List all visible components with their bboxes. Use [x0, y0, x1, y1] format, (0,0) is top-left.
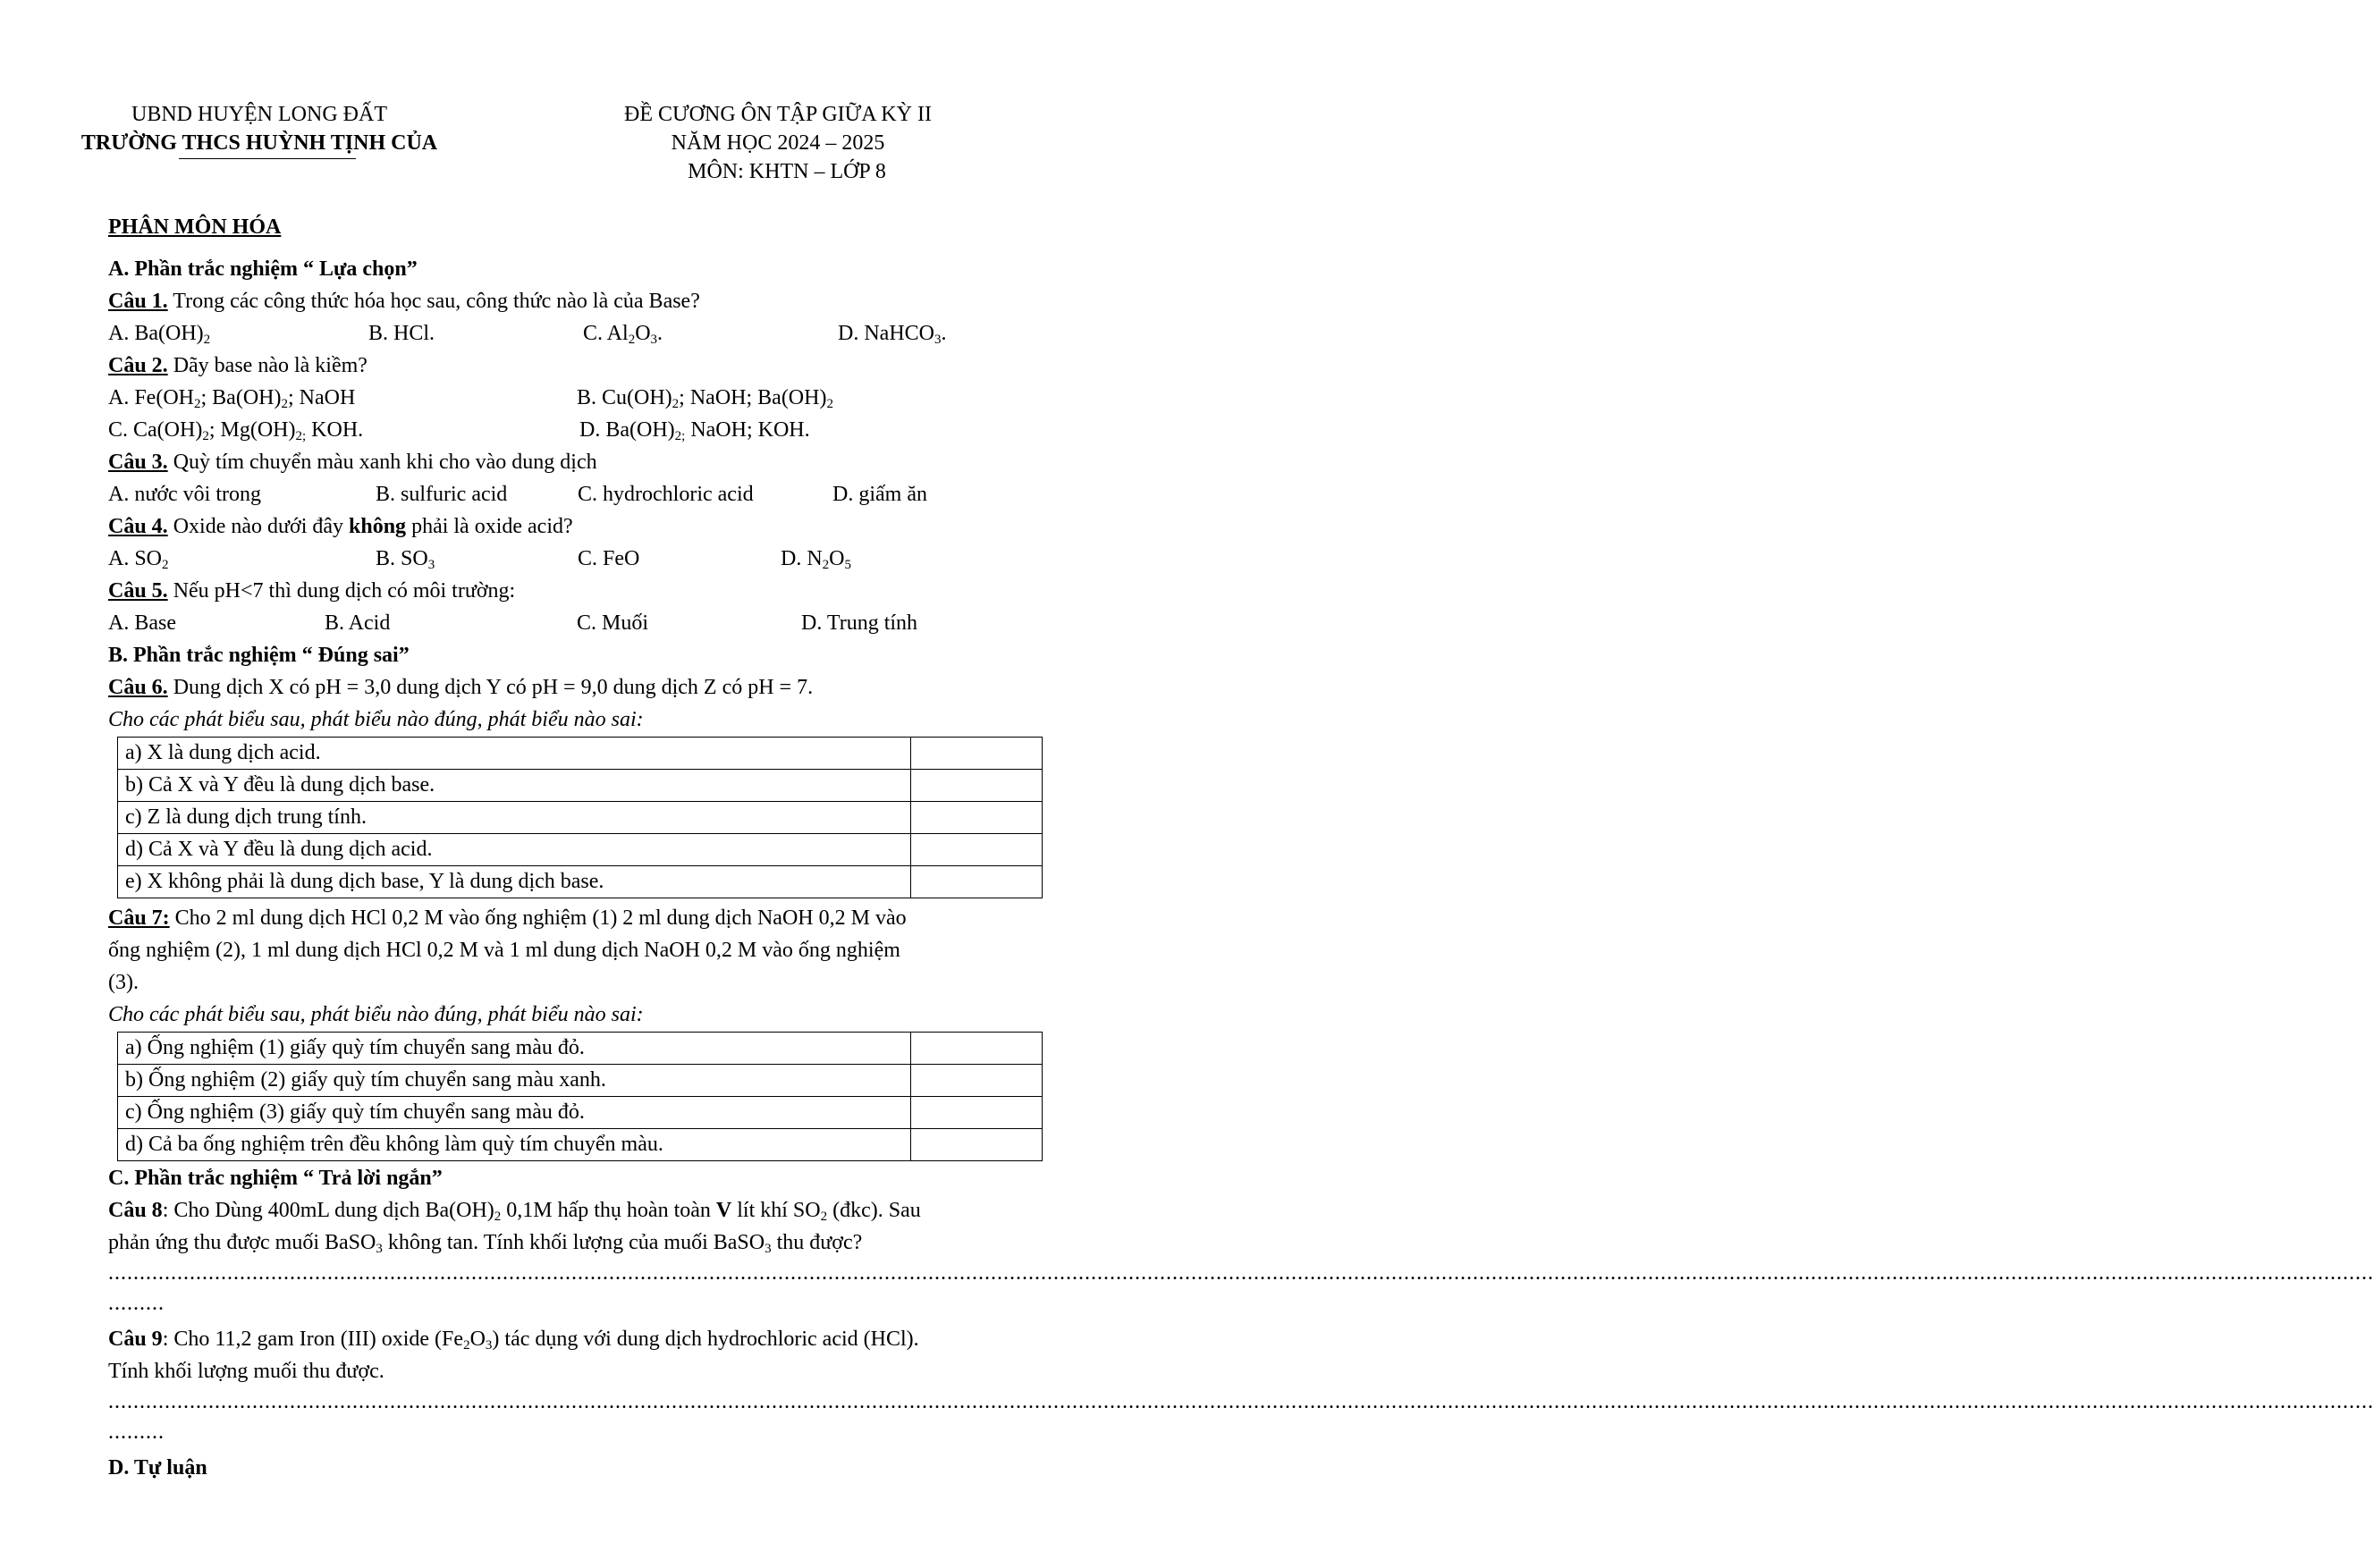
q7-instruction: Cho các phát biểu sau, phát biểu nào đúng, phát biểu nào sai:	[108, 1003, 644, 1026]
question-text-bold: không	[349, 515, 407, 538]
question-4	[108, 510, 573, 543]
q4-option-b: B. $SO_3$	[376, 547, 435, 572]
answer-cell[interactable]	[911, 1097, 1043, 1129]
q5-option-c: C. Muối	[577, 611, 649, 635]
header-left-line1: UBND HUYỆN LONG ĐẤT	[131, 103, 387, 126]
table-row	[118, 834, 1043, 866]
statement-cell: c) Ống nghiệm (3) giấy quỳ tím chuyển sang màu đỏ.	[118, 1097, 911, 1129]
q2-option-a: A. $Fe(OH_2$; $Ba(OH)_2$; NaOH	[108, 386, 356, 411]
part-c-heading: C. Phần trắc nghiệm “ Trả lời ngắn”	[108, 1167, 443, 1190]
q5-option-b: B. Acid	[325, 611, 391, 635]
answer-cell[interactable]	[911, 834, 1043, 866]
q3-option-b: B. sulfuric acid	[376, 483, 508, 506]
question-8: Câu 8: Cho Dùng 400mL dung dịch $Ba(OH)_2$ 0,1M hấp thụ hoàn toàn V lít khí $SO_2$ (đkc). Sau	[108, 1199, 921, 1224]
question-9: Câu 9: Cho 11,2 gam Iron (III) oxide $(Fe_2O_3)$ tác dụng với dung dịch hydrochloric acid (HCl).	[108, 1328, 919, 1353]
long-dots: ..........................................................................................................................................................................................................................................................................................................................................................................	[108, 1261, 2374, 1285]
table-row	[118, 1065, 1043, 1097]
q1-option-c: C. $Al_2O_3$.	[583, 322, 663, 347]
q5-option-a: A. Base	[108, 611, 176, 635]
question-7	[108, 902, 907, 934]
table-row	[118, 770, 1043, 802]
q4-option-d: D. $N_2O_5$	[781, 547, 852, 572]
question-label: Câu 4.	[108, 515, 168, 538]
q3-option-d: D. giấm ăn	[832, 483, 927, 506]
answer-cell[interactable]	[911, 1033, 1043, 1065]
table-row	[118, 866, 1043, 898]
question-text: Oxide nào dưới đây	[167, 515, 350, 538]
q6-instruction: Cho các phát biểu sau, phát biểu nào đúng, phát biểu nào sai:	[108, 708, 644, 731]
q8-answer-line[interactable]	[108, 1261, 2374, 1285]
q6-true-false-table	[117, 737, 1043, 898]
q9-answer-line[interactable]	[108, 1390, 2374, 1413]
q9-answer-line-2[interactable]: .........	[108, 1420, 165, 1444]
question-label: Câu 8	[108, 1199, 163, 1222]
part-d-heading: D. Tự luận	[108, 1456, 207, 1479]
table-row	[118, 1033, 1043, 1065]
table-row	[118, 738, 1043, 770]
question-text: Trong các công thức hóa học sau, công thức nào là của Base?	[167, 290, 700, 313]
header-right-line3: MÔN: KHTN – LỚP 8	[688, 160, 886, 183]
statement-cell: c) Z là dung dịch trung tính.	[118, 802, 911, 834]
q8-line2: phản ứng thu được muối BaSO$_3$ không tan. Tính khối lượng của muối BaSO$_3$ thu được?	[108, 1231, 863, 1256]
statement-cell: d) Cả X và Y đều là dung dịch acid.	[118, 834, 911, 866]
question-label: Câu 3.	[108, 451, 168, 474]
q4-option-a: A. $SO_2$	[108, 547, 169, 572]
answer-cell[interactable]	[911, 802, 1043, 834]
variable-v: V	[715, 1199, 732, 1222]
q4-option-c: C. FeO	[578, 547, 640, 570]
q2-option-c: C. $Ca(OH)_2$; $Mg(OH)_{2;}$ KOH.	[108, 418, 364, 443]
question-label: Câu 9	[108, 1328, 163, 1351]
question-label: Câu 7:	[108, 906, 170, 930]
question-label: Câu 1.	[108, 290, 168, 313]
answer-cell[interactable]	[911, 738, 1043, 770]
question-text: Cho 2 ml dung dịch HCl 0,2 M vào ống nghiệm (1) 2 ml dung dịch NaOH 0,2 M vào	[169, 906, 907, 930]
question-2	[108, 350, 368, 382]
question-text: phải là oxide acid?	[406, 515, 573, 538]
q7-line2: ống nghiệm (2), 1 ml dung dịch HCl 0,2 M và 1 ml dung dịch NaOH 0,2 M vào ống nghiệm	[108, 939, 900, 962]
statement-cell: e) X không phải là dung dịch base, Y là dung dịch base.	[118, 866, 911, 898]
statement-cell: b) Cả X và Y đều là dung dịch base.	[118, 770, 911, 802]
question-1	[108, 285, 700, 317]
q9-line2: Tính khối lượng muối thu được.	[108, 1360, 384, 1383]
header-left-line2: TRƯỜNG THCS HUỲNH TỊNH CỦA	[80, 131, 438, 155]
question-label: Câu 6.	[108, 676, 168, 699]
question-3	[108, 446, 597, 478]
question-text: Quỳ tím chuyển màu xanh khi cho vào dung dịch	[167, 451, 597, 474]
section-title: PHÂN MÔN HÓA	[108, 215, 282, 239]
table-row	[118, 1097, 1043, 1129]
q2-option-d: D. $Ba(OH)_{2;}$ NaOH; KOH.	[579, 418, 810, 443]
question-label: Câu 2.	[108, 354, 168, 377]
q3-option-c: C. hydrochloric acid	[578, 483, 754, 506]
long-dots: ..........................................................................................................................................................................................................................................................................................................................................................................	[108, 1390, 2374, 1413]
answer-cell[interactable]	[911, 1065, 1043, 1097]
q7-line3: (3).	[108, 971, 139, 994]
answer-cell[interactable]	[911, 770, 1043, 802]
q1-option-b: B. HCl.	[368, 322, 435, 345]
header-right-line2: NĂM HỌC 2024 – 2025	[671, 131, 885, 155]
question-6	[108, 671, 813, 704]
answer-cell[interactable]	[911, 1129, 1043, 1161]
q7-true-false-table	[117, 1032, 1043, 1161]
header-right-line1: ĐỀ CƯƠNG ÔN TẬP GIỮA KỲ II	[624, 103, 932, 126]
statement-cell: a) X là dung dịch acid.	[118, 738, 911, 770]
question-text: Dãy base nào là kiềm?	[167, 354, 368, 377]
q1-option-d: D. NaHCO$_3$.	[838, 322, 947, 347]
part-a-heading: A. Phần trắc nghiệm “ Lựa chọn”	[108, 257, 418, 281]
question-text: Nếu pH<7 thì dung dịch có môi trường:	[167, 579, 516, 603]
question-text: Dung dịch X có pH = 3,0 dung dịch Y có pH = 9,0 dung dịch Z có pH = 7.	[167, 676, 814, 699]
statement-cell: b) Ống nghiệm (2) giấy quỳ tím chuyển sang màu xanh.	[118, 1065, 911, 1097]
answer-cell[interactable]	[911, 866, 1043, 898]
statement-cell: a) Ống nghiệm (1) giấy quỳ tím chuyển sang màu đỏ.	[118, 1033, 911, 1065]
table-row	[118, 1129, 1043, 1161]
q1-option-a: A. $Ba(OH)_2$	[108, 322, 211, 347]
q8-answer-line-2[interactable]: .........	[108, 1292, 165, 1315]
table-row	[118, 802, 1043, 834]
q5-option-d: D. Trung tính	[801, 611, 918, 635]
question-label: Câu 5.	[108, 579, 168, 603]
q3-option-a: A. nước vôi trong	[108, 483, 262, 506]
header-underline	[179, 158, 356, 159]
question-5	[108, 575, 515, 607]
statement-cell: d) Cả ba ống nghiệm trên đều không làm quỳ tím chuyển màu.	[118, 1129, 911, 1161]
part-b-heading: B. Phần trắc nghiệm “ Đúng sai”	[108, 644, 410, 667]
q2-option-b: B. $Cu(OH)_2$; NaOH; $Ba(OH)_2$	[577, 386, 833, 411]
